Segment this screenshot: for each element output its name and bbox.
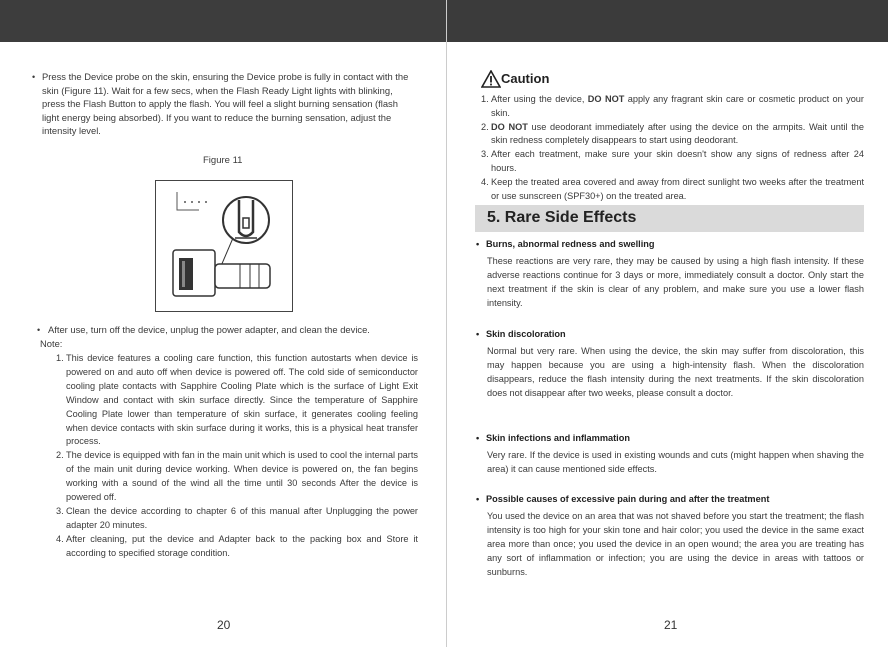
caution-item: 3. After each treatment, make sure your skin doesn't show any signs of redness after 24 hours. — [481, 149, 864, 173]
side-effect-text: Very rare. If the device is used in existing wounds and cuts (might happen when shaving the area) it can cause mentioned side effects. — [487, 450, 864, 474]
note-item: 4. After cleaning, put the device and Adapter back to the packing box and Store it according to specified storage condition. — [56, 533, 418, 558]
caution-title: Caution — [501, 71, 550, 86]
right-header-bar — [447, 0, 888, 42]
side-effect-heading: • Burns, abnormal redness and swelling — [476, 239, 655, 249]
side-effect-text: You used the device on an area that was not shaved before you start the treatment; the flash intensity is too high for your skin tone and hair color; you used the device in the same exact area more than once; you used the device in an open wound; the area you are treating has any sort of inflammation or infection; you are using the device in areas with tattoos or sunburns. — [487, 511, 864, 577]
page-number: 21 — [664, 618, 678, 632]
side-effect-heading: • Skin discoloration — [476, 329, 566, 339]
caution-item: 1. After using the device, DO NOT apply any fragrant skin care or cosmetic product on your skin. — [481, 94, 864, 118]
section-title: 5. Rare Side Effects — [487, 209, 637, 226]
side-effect-text: These reactions are very rare, they may be caused by using a high flash intensity. If these adverse reactions continue for 3 days or more, immediately consult a doctor. Only start the next treatment if the skin is clear of any problem, and make sure you use a lower flash intensity. — [487, 256, 864, 308]
intro-paragraph: Press the Device probe on the skin, ensuring the Device probe is fully in contact with the skin (Figure 11). Wait for a few secs, when the Flash Ready Light lights with blinking, press the Flash Button to apply the flash. You will feel a slight burning sensation (flash light energy being absorbed). If you want to reduce the burning sensation, adjust the intensity level. — [42, 71, 409, 137]
section-heading-band — [475, 205, 864, 232]
side-effect-text: Normal but very rare. When using the device, the skin may suffer from discoloration, this may happen because you are using a high-intensity flash. When the discoloration disappears, reduce the flash intensity during the next treatments. If the skin discoloration does not disappear after two weeks, please consult a doctor. — [487, 346, 864, 398]
figure-caption: Figure 11 — [203, 155, 243, 166]
figure-11-illustration — [155, 180, 293, 312]
note-list — [56, 352, 418, 561]
bullet: • — [32, 72, 36, 82]
note-item: 3. Clean the device according to chapter 6 of this manual after Unplugging the power adapter 20 minutes. — [56, 505, 418, 530]
side-effect-heading: • Skin infections and inflammation — [476, 433, 630, 443]
left-header-bar — [0, 0, 446, 42]
caution-list — [481, 93, 864, 203]
bullet: • — [37, 325, 41, 335]
after-use-text: After use, turn off the device, unplug the power adapter, and clean the device. — [48, 324, 370, 335]
note-item: 2. The device is equipped with fan in the main unit which is used to cool the internal parts of the main unit during device working. When device is powered on, the fan begins working with a sound of the wind all the time until 30 seconds After the device is powered off. — [56, 450, 418, 503]
caution-item: 4. Keep the treated area covered and away from direct sunlight two weeks after the treatment or use sunscreen (SPF30+) on the treated area. — [481, 176, 864, 201]
note-label: Note: — [40, 338, 63, 349]
note-item: 1. This device features a cooling care function, this function autostarts when device is powered on and auto off when device is powered off. The cold side of semiconductor cooling plate contacts with Sapphire Cooling Plate which is the surface of Light Exit Window and contact with skin surface directly. Since the temperature of Sapphire Cooling Plate lower than temperature of skin surface, it generates cooling feeling when device contacts with skin surface during it works, this is a physical heat transfer process. — [56, 353, 418, 447]
side-effect-heading: • Possible causes of excessive pain during and after the treatment — [476, 494, 770, 504]
warning-triangle-icon — [481, 70, 501, 88]
caution-item: 2. DO NOT use deodorant immediately after using the device on the armpits. Wait until the skin redness completely disappears to start using deodorant. — [481, 121, 864, 146]
page-number: 20 — [217, 618, 231, 632]
